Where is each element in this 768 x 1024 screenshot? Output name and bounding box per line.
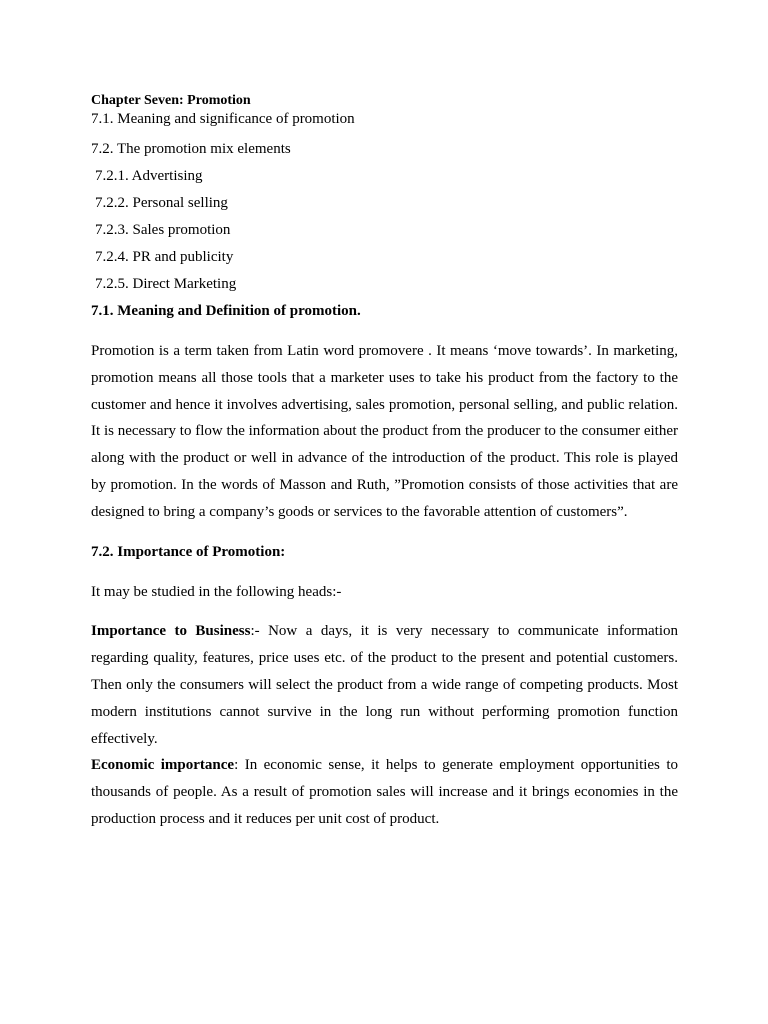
toc-item-7-2-1: 7.2.1. Advertising	[95, 168, 203, 184]
toc-item-7-2-3: 7.2.3. Sales promotion	[95, 222, 231, 238]
business-importance-paragraph	[91, 618, 678, 752]
toc-item-7-2-2: 7.2.2. Personal selling	[95, 195, 228, 211]
economic-importance-paragraph	[91, 752, 678, 832]
section1-heading: 7.1. Meaning and Definition of promotion.	[91, 303, 361, 319]
economic-importance-body: : In economic sense, it helps to generate employment opportunities to thousands of people. As a result of promotion sales will increase and it brings economies in the production process and it reduces per unit cost of product.	[91, 757, 679, 827]
toc-item-7-2: 7.2. The promotion mix elements	[91, 141, 291, 157]
toc-item-7-2-5: 7.2.5. Direct Marketing	[95, 276, 237, 292]
section2-heading: 7.2. Importance of Promotion:	[91, 543, 286, 560]
document-page	[91, 92, 678, 833]
toc-item-7-1: 7.1. Meaning and significance of promotion	[91, 111, 355, 127]
economic-importance-label: Economic importance	[91, 757, 235, 774]
section2-intro: It may be studied in the following heads:-	[91, 583, 342, 600]
business-importance-label: Importance to Business	[91, 623, 251, 640]
chapter-title: Chapter Seven: Promotion	[91, 93, 251, 108]
table-of-contents	[91, 109, 678, 298]
toc-item-7-2-4: 7.2.4. PR and publicity	[95, 249, 234, 265]
business-importance-body: :- Now a days, it is very necessary to communicate information regarding quality, features, price uses etc. of the product to the present and potential customers. Then only the consumers will select the product from a wide range of competing products. Most modern institutions cannot survive in the long run without performing promotion function effectively.	[91, 623, 678, 747]
section1-body: Promotion is a term taken from Latin word promovere . It means ‘move towards’. In marketing, promotion means all those tools that a marketer uses to take his product from the factory to the customer and hence it involves advertising, sales promotion, personal selling, and public relation. It is necessary to flow the information about the product from the producer to the consumer either along with the product or well in advance of the introduction of the product. This role is played by promotion. In the words of Masson and Ruth, ”Promotion consists of those activities that are designed to bring a company’s goods or services to the favorable attention of customers”.	[91, 343, 678, 520]
